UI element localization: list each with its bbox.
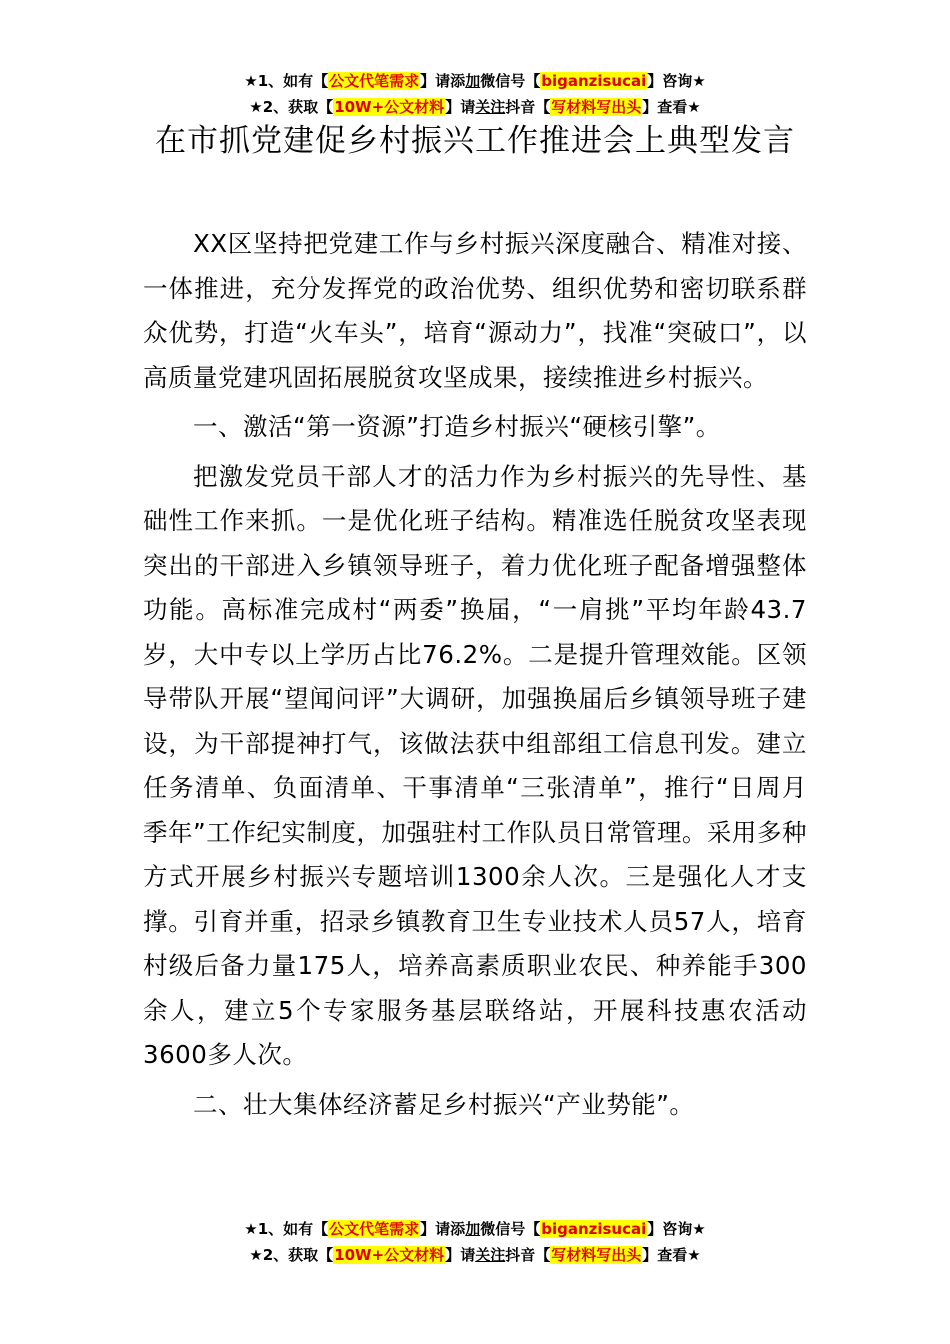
- banner-underline: 加: [465, 72, 481, 90]
- banner-highlight: 10W+公文材料: [334, 1246, 445, 1264]
- banner-text: ★2、获取【: [249, 1246, 334, 1264]
- bottom-banner: [0, 1216, 950, 1268]
- banner-underline: 关注: [475, 98, 506, 116]
- banner-text: 】查看★: [642, 1246, 701, 1264]
- banner-text: 】请: [445, 98, 476, 116]
- banner-highlight: 10W+公文材料: [334, 98, 445, 116]
- banner-highlight: biganzisucai: [541, 72, 647, 90]
- top-banner: [0, 68, 950, 120]
- banner-text: 】咨询★: [647, 72, 706, 90]
- banner-text: 】请添: [420, 72, 466, 90]
- banner-line-1: [0, 68, 950, 94]
- banner-text: ★1、如有【: [244, 1220, 329, 1238]
- section-heading-2: 二、壮大集体经济蓄足乡村振兴“产业势能”。: [193, 1089, 695, 1119]
- document-body: [143, 222, 807, 1132]
- banner-underline: 加: [465, 1220, 481, 1238]
- banner-highlight: 写材料写出头: [551, 1246, 642, 1264]
- banner-text: ★2、获取【: [249, 98, 334, 116]
- banner-highlight: 公文代笔需求: [329, 72, 420, 90]
- banner-underline: 关注: [475, 1246, 506, 1264]
- banner-text: 】查看★: [642, 98, 701, 116]
- banner-text: 抖音【: [505, 98, 551, 116]
- banner-text: 】请添: [420, 1220, 466, 1238]
- banner-highlight: 公文代笔需求: [329, 1220, 420, 1238]
- banner-text: 微信号【: [480, 1220, 541, 1238]
- banner-text: 抖音【: [505, 1246, 551, 1264]
- banner-highlight: 写材料写出头: [551, 98, 642, 116]
- banner-line-2: [0, 1242, 950, 1268]
- banner-line-1: [0, 1216, 950, 1242]
- paragraph-section-1: 把激发党员干部人才的活力作为乡村振兴的先导性、基础性工作来抓。一是优化班子结构。精准选任脱贫攻坚表现突出的干部进入乡镇领导班子，着力优化班子配备增强整体功能。高标准完成村“两委”换届，“一肩挑”平均年龄43.7岁，大中专以上学历占比76.2%。二是提升管理效能。区领导带队开展“望闻问评”大调研，加强换届后乡镇领导班子建设，为干部提神打气，该做法获中组部组工信息刊发。建立任务清单、负面清单、干事清单“三张清单”，推行“日周月季年”工作纪实制度，加强驻村工作队员日常管理。采用多种方式开展乡村振兴专题培训1300余人次。三是强化人才支撑。引育并重，招录乡镇教育卫生专业技术人员57人，培育村级后备力量175人，培养高素质职业农民、种养能手300余人，建立5个专家服务基层联络站，开展科技惠农活动3600多人次。: [143, 461, 807, 1069]
- banner-text: 】咨询★: [647, 1220, 706, 1238]
- banner-line-2: [0, 94, 950, 120]
- banner-highlight: biganzisucai: [541, 1220, 647, 1238]
- banner-text: 微信号【: [480, 72, 541, 90]
- section-heading-1: 一、激活“第一资源”打造乡村振兴“硬核引擎”。: [193, 412, 721, 441]
- banner-text: ★1、如有【: [244, 72, 329, 90]
- paragraph-intro: XX区坚持把党建工作与乡村振兴深度融合、精准对接、一体推进，充分发挥党的政治优势、组织优势和密切联系群众优势，打造“火车头”，培育“源动力”，找准“突破口”，以高质量党建巩固拓展脱贫攻坚成果，接续推进乡村振兴。: [143, 229, 807, 392]
- document-title: 在市抓党建促乡村振兴工作推进会上典型发言: [155, 123, 795, 159]
- banner-text: 】请: [445, 1246, 476, 1264]
